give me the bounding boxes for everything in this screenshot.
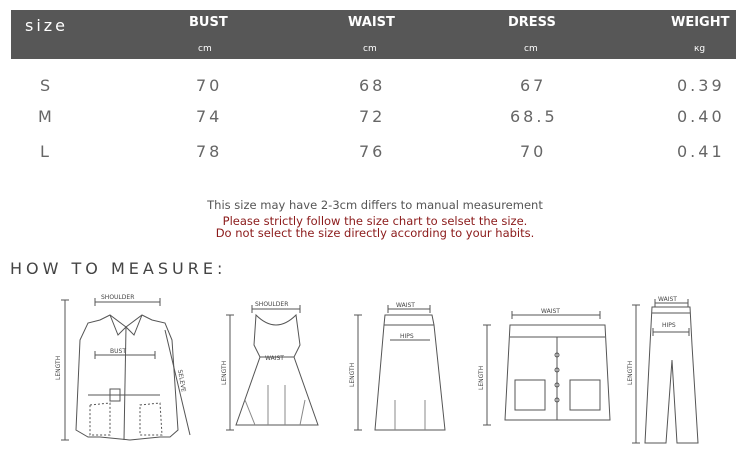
dress-cell: 70 — [520, 142, 547, 161]
dress-column-header: DRESS — [508, 15, 556, 30]
jacket-shoulder-label: SHOULDER — [101, 294, 135, 301]
measure-diagrams — [0, 285, 750, 455]
dress-waist-label: WAIST — [265, 355, 284, 362]
jacket-diagram — [61, 298, 190, 440]
measurement-note: This size may have 2-3cm differs to manual measurement — [207, 198, 543, 212]
skirt-hips-label: HIPS — [400, 333, 414, 340]
jacket-length-label: LENGTH — [55, 355, 62, 380]
shorts-diagram — [483, 311, 610, 425]
warning-note-2: Do not select the size directly according to your habits. — [215, 226, 535, 240]
dress-cell: 67 — [520, 76, 547, 95]
pants-length-label: LENGTH — [627, 360, 634, 385]
dress-length-label: LENGTH — [221, 360, 228, 385]
size-cell: L — [40, 142, 52, 161]
waist-cell: 76 — [359, 142, 386, 161]
size-table-header — [11, 10, 736, 59]
bust-unit: cm — [198, 44, 212, 54]
waist-unit: cm — [363, 44, 377, 54]
weight-cell: 0.40 — [677, 107, 725, 126]
skirt-waist-label: WAIST — [396, 302, 415, 309]
warning-note-1: Please strictly follow the size chart to selset the size. — [222, 214, 528, 228]
weight-column-header: WEIGHT — [671, 15, 730, 30]
pants-waist-label: WAIST — [658, 296, 677, 303]
table-row — [0, 142, 750, 168]
dress-cell: 68.5 — [510, 107, 558, 126]
pants-hips-label: HIPS — [662, 322, 676, 329]
jacket-bust-label: BUST — [110, 348, 126, 355]
how-to-measure-title: HOW TO MEASURE: — [10, 259, 227, 278]
waist-cell: 68 — [359, 76, 386, 95]
jacket-sleeve-label: SELEVE — [176, 369, 187, 393]
weight-unit: кg — [694, 44, 706, 54]
waist-cell: 72 — [359, 107, 386, 126]
size-column-label: size — [25, 16, 69, 35]
shorts-waist-label: WAIST — [541, 308, 560, 315]
dress-unit: cm — [524, 44, 538, 54]
bust-cell: 74 — [196, 107, 223, 126]
size-cell: S — [40, 76, 54, 95]
table-row — [0, 107, 750, 133]
pencil-skirt-diagram — [354, 305, 445, 430]
weight-cell: 0.41 — [677, 142, 725, 161]
bust-column-header: BUST — [189, 15, 228, 30]
dress-diagram — [226, 305, 318, 430]
shorts-length-label: LENGTH — [478, 365, 485, 390]
bust-cell: 70 — [196, 76, 223, 95]
waist-column-header: WAIST — [348, 15, 395, 30]
pants-diagram — [632, 299, 698, 443]
table-row — [0, 76, 750, 102]
skirt-length-label: LENGTH — [349, 362, 356, 387]
size-cell: M — [38, 107, 55, 126]
dress-shoulder-label: SHOULDER — [255, 301, 289, 308]
bust-cell: 78 — [196, 142, 223, 161]
weight-cell: 0.39 — [677, 76, 725, 95]
